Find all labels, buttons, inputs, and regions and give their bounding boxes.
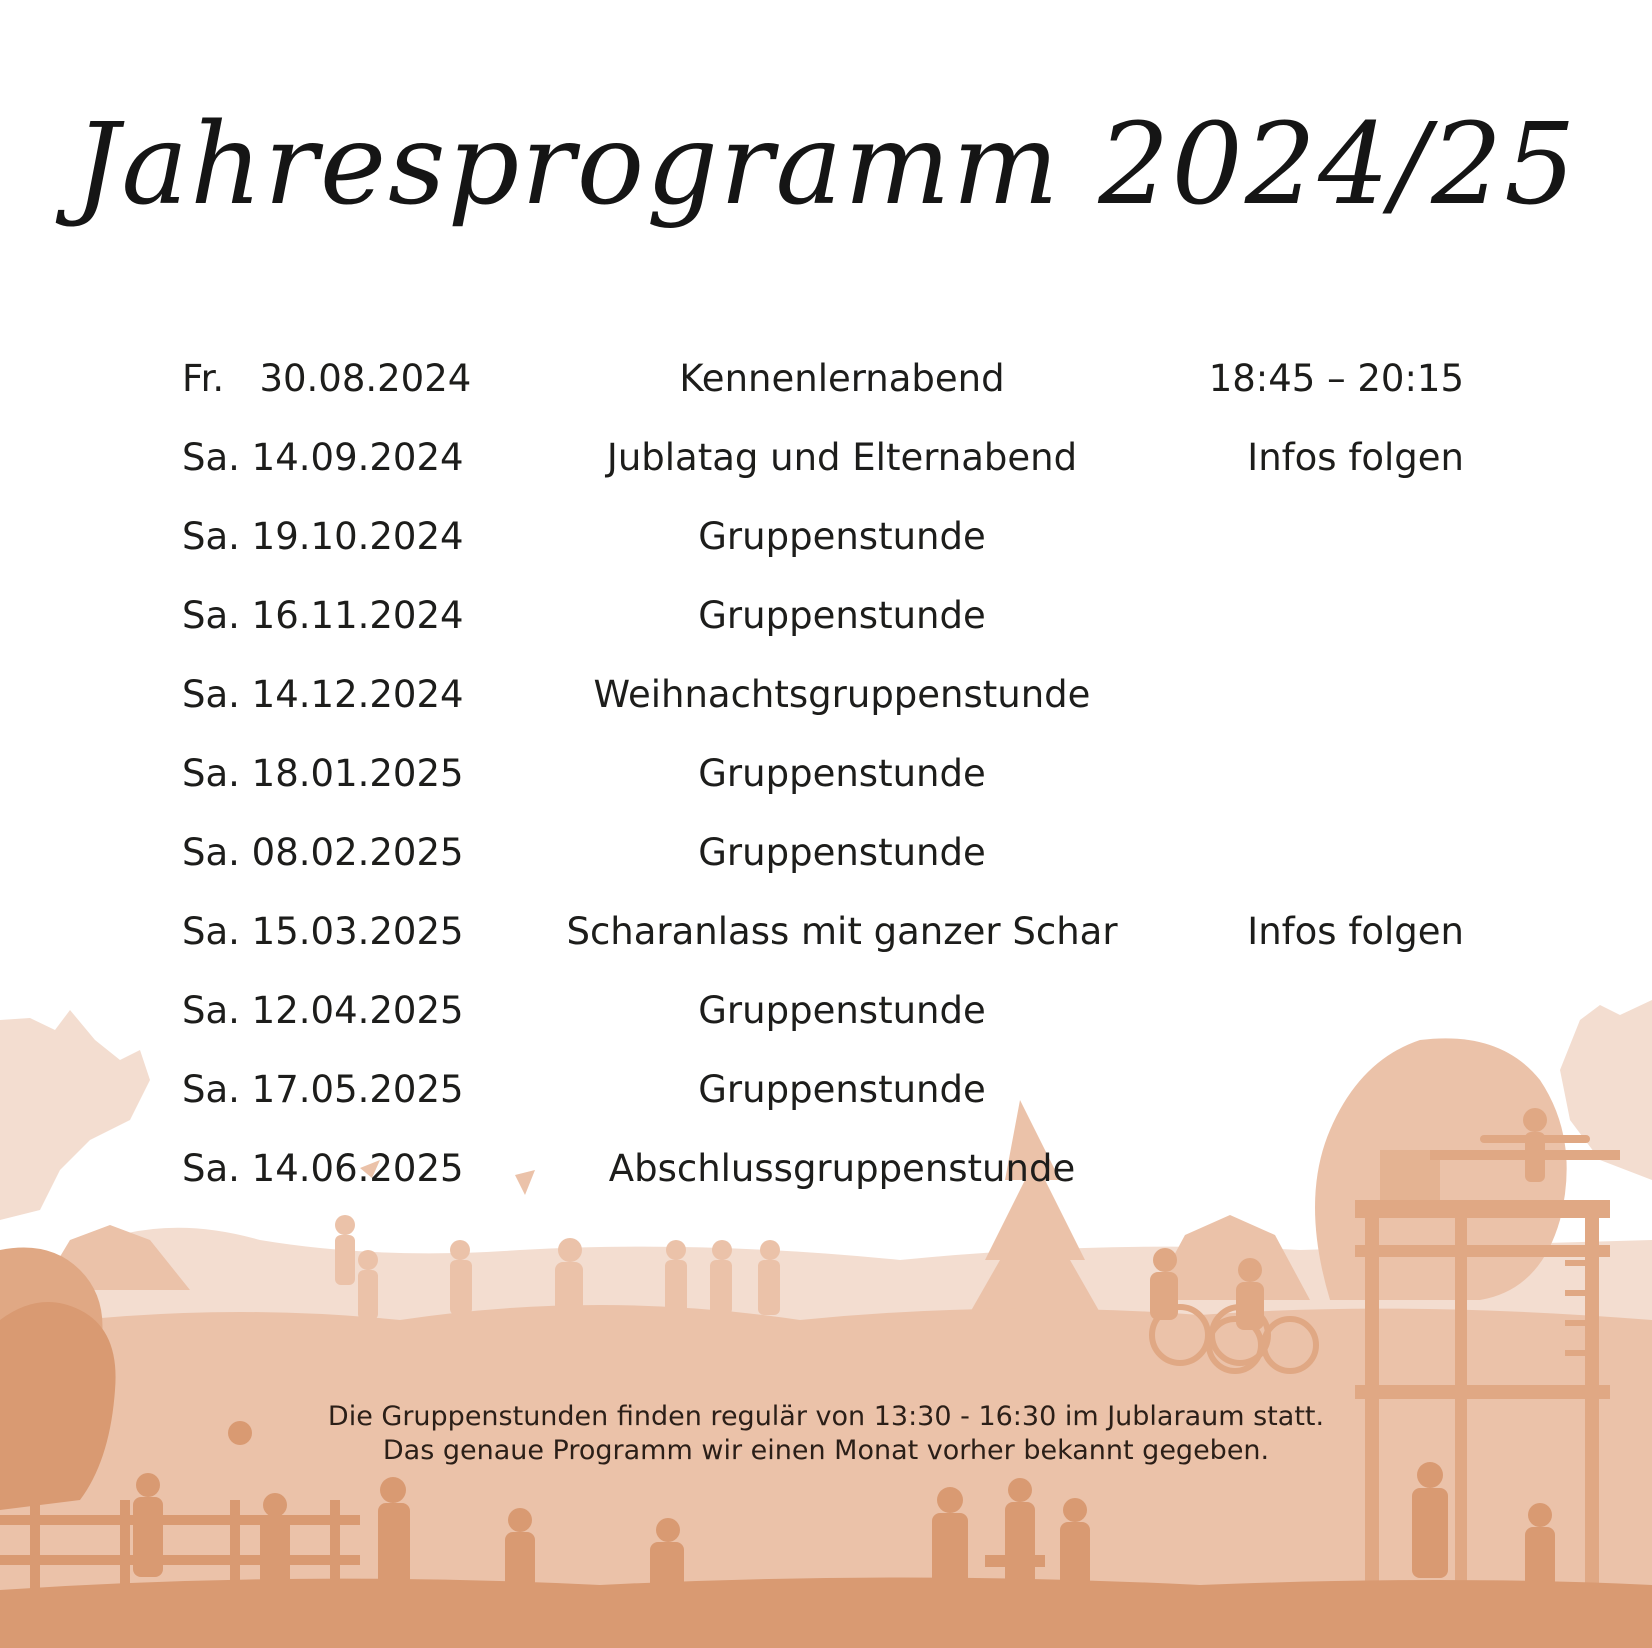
event-name: Gruppenstunde: [698, 1068, 986, 1111]
page-title: Jahresprogramm 2024/25: [74, 100, 1578, 230]
event-time: 18:45 – 20:15: [1208, 357, 1464, 400]
event-date: Fr. 30.08.2024: [182, 357, 472, 400]
event-time: Infos folgen: [1247, 910, 1464, 953]
schedule-row: [182, 1137, 1464, 1216]
schedule-row: [182, 663, 1464, 742]
schedule-row: [182, 505, 1464, 584]
schedule-row: [182, 821, 1464, 900]
event-date: Sa. 15.03.2025: [182, 910, 464, 953]
footnote-line-1: Die Gruppenstunden finden regulär von 13:30 - 16:30 im Jublaraum statt.: [327, 1401, 1325, 1432]
schedule-row: [182, 1058, 1464, 1137]
event-date: Sa. 12.04.2025: [182, 989, 464, 1032]
event-time: Infos folgen: [1247, 436, 1464, 479]
event-name: Scharanlass mit ganzer Schar: [566, 910, 1118, 953]
event-date: Sa. 14.09.2024: [182, 436, 464, 479]
event-name: Gruppenstunde: [698, 515, 986, 558]
schedule-row: [182, 584, 1464, 663]
footnote: [0, 1400, 1652, 1468]
schedule-row: [182, 900, 1464, 979]
event-name: Gruppenstunde: [698, 989, 986, 1032]
event-date: Sa. 17.05.2025: [182, 1068, 464, 1111]
event-name: Abschlussgruppenstunde: [608, 1147, 1076, 1190]
schedule-row: [182, 426, 1464, 505]
event-date: Sa. 08.02.2025: [182, 831, 464, 874]
footnote-line-2: Das genaue Programm wir einen Monat vorher bekannt gegeben.: [382, 1435, 1270, 1466]
event-name: Jublatag und Elternabend: [606, 436, 1078, 479]
schedule-table: [182, 347, 1464, 1216]
event-name: Gruppenstunde: [698, 752, 986, 795]
event-date: Sa. 14.06.2025: [182, 1147, 464, 1190]
schedule-row: [182, 347, 1464, 426]
schedule-row: [182, 979, 1464, 1058]
schedule-row: [182, 742, 1464, 821]
event-name: Gruppenstunde: [698, 831, 986, 874]
event-name: Kennenlernabend: [679, 357, 1005, 400]
event-name: Gruppenstunde: [698, 594, 986, 637]
event-date: Sa. 18.01.2025: [182, 752, 464, 795]
event-date: Sa. 16.11.2024: [182, 594, 464, 637]
event-date: Sa. 19.10.2024: [182, 515, 464, 558]
event-date: Sa. 14.12.2024: [182, 673, 464, 716]
event-name: Weihnachtsgruppenstunde: [593, 673, 1091, 716]
